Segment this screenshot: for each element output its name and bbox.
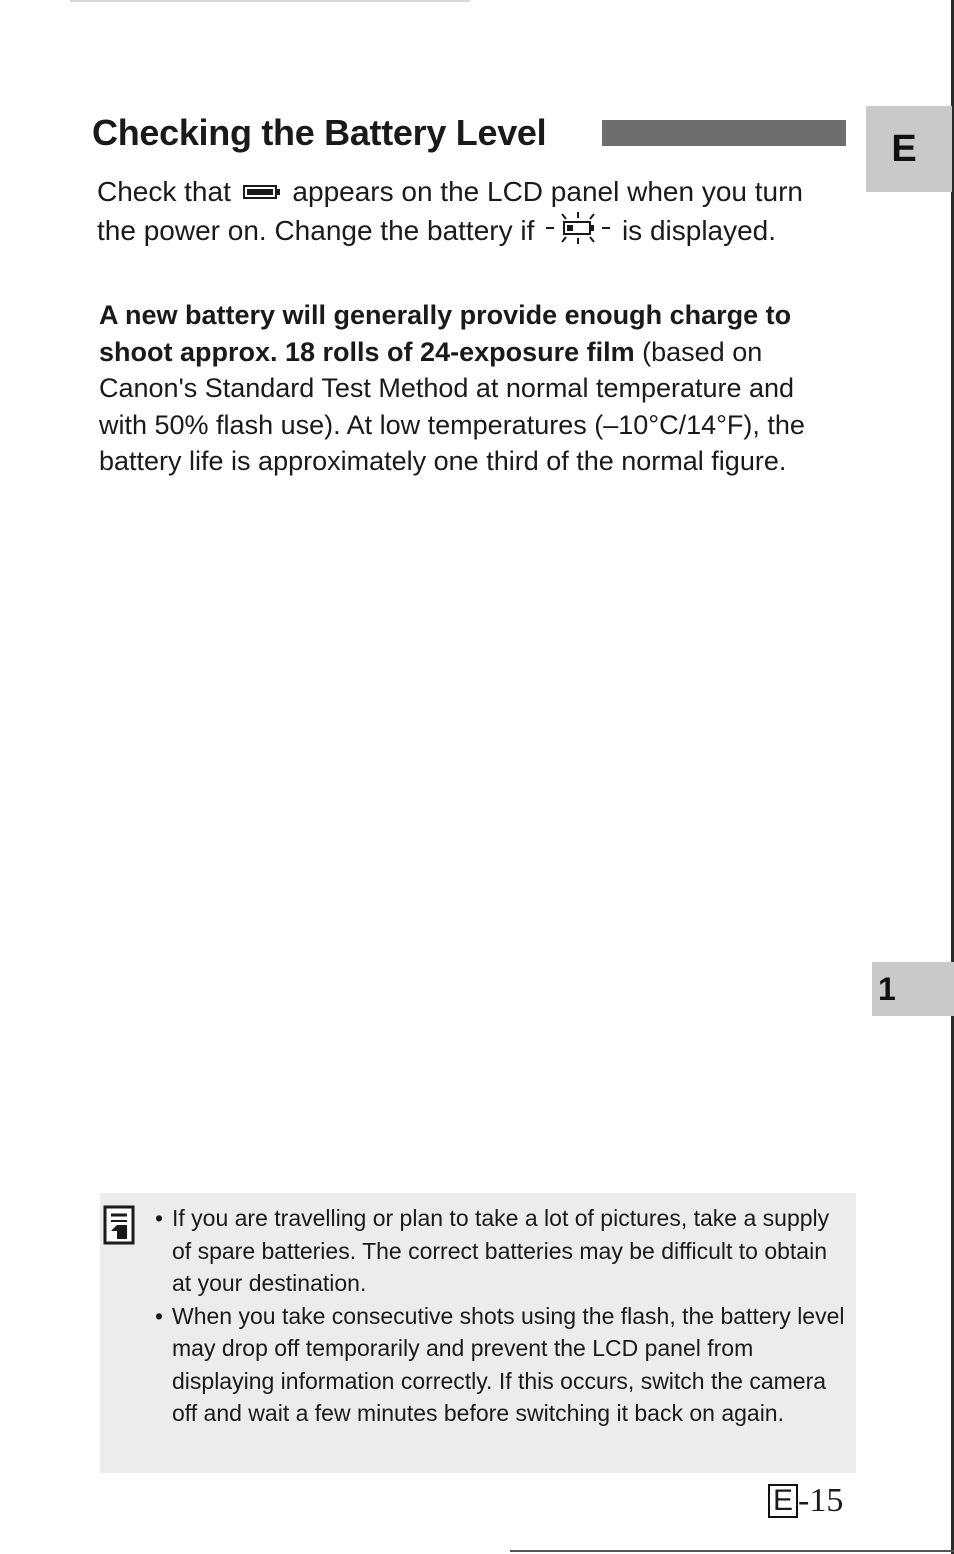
note-list bbox=[155, 1202, 845, 1430]
heading-decoration-bar bbox=[602, 120, 846, 146]
battery-check-paragraph bbox=[97, 172, 837, 250]
p1-text-end: is displayed. bbox=[621, 215, 777, 246]
p1-text-start: Check that bbox=[97, 176, 231, 207]
heading-row bbox=[92, 112, 546, 154]
chapter-tab bbox=[872, 962, 954, 1016]
bottom-edge-line bbox=[510, 1550, 954, 1552]
note-item-flash-battery-drop: • When you take consecutive shots using the flash, the battery level may drop off temporarily and prevent the LCD panel from displaying information correctly. If this occurs, switch the camera off and wait a few minutes before switching it back on again. bbox=[155, 1300, 845, 1430]
section-tab bbox=[866, 106, 952, 192]
battery-life-paragraph bbox=[99, 297, 844, 480]
top-edge-line bbox=[70, 0, 470, 2]
page-number-value: -15 bbox=[798, 1482, 844, 1519]
battery-low-blinking-icon bbox=[544, 212, 612, 244]
battery-life-bold-text: A new battery will generally provide enough charge to shoot approx. 18 rolls of 24-exposure film bbox=[99, 300, 792, 367]
section-tab-letter: E bbox=[891, 127, 917, 170]
page-number-section-letter: E bbox=[768, 1484, 798, 1518]
battery-life-normal-text: (based on Canon's Standard Test Method at normal temperature and with 50% flash use). At low temperatures (–10°C/14°F), the battery life is approximately one third of the normal figure. bbox=[99, 336, 805, 476]
memo-note-icon bbox=[103, 1205, 135, 1245]
note-item-spare-batteries: • If you are travelling or plan to take a lot of pictures, take a supply of spare batteries. The correct batteries may be difficult to obtain at your destination. bbox=[155, 1202, 845, 1300]
battery-full-icon bbox=[243, 185, 281, 199]
p1-text-middle: appears on the LCD panel when you turn the power on. Change the battery if bbox=[97, 176, 803, 246]
page-number bbox=[768, 1482, 843, 1520]
page-title: Checking the Battery Level bbox=[92, 112, 547, 153]
chapter-tab-number: 1 bbox=[878, 970, 896, 1007]
